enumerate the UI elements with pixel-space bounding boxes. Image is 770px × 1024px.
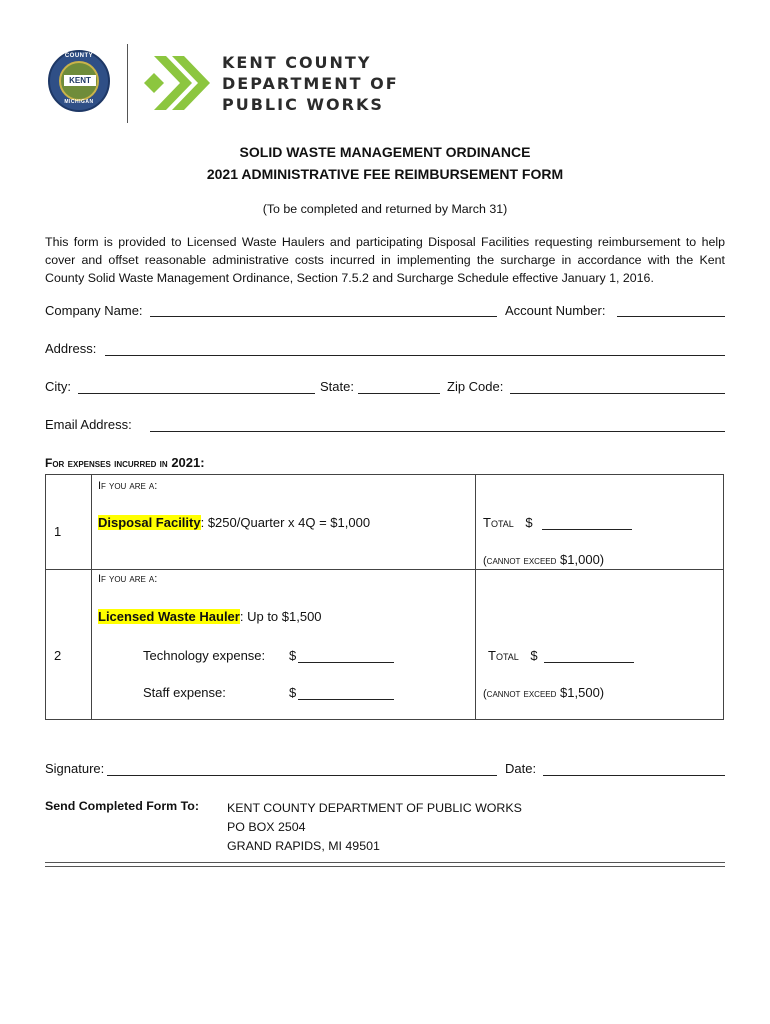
- licensed-waste-hauler-detail: : Up to $1,500: [239, 609, 322, 624]
- org-line-2: DEPARTMENT OF: [222, 74, 399, 93]
- row-2-total: [488, 648, 538, 663]
- row-2-total-label: Total: [488, 648, 519, 663]
- row-2-type: [98, 609, 322, 624]
- staff-expense-label: Staff expense:: [143, 685, 226, 700]
- date-field[interactable]: [543, 775, 725, 776]
- row-1-total-label: Total: [483, 515, 514, 530]
- form-title-line-1: SOLID WASTE MANAGEMENT ORDINANCE: [239, 144, 531, 160]
- staff-expense-field[interactable]: [298, 699, 394, 700]
- row-1-dollar: $: [525, 515, 533, 530]
- city-field[interactable]: [78, 393, 315, 394]
- technology-dollar: $: [289, 648, 297, 663]
- email-field[interactable]: [150, 431, 725, 432]
- send-to-label: Send Completed Form To:: [45, 799, 199, 813]
- row-1-total-field[interactable]: [542, 529, 632, 530]
- row-1-cap-label: (cannot exceed: [483, 555, 557, 567]
- city-label: City:: [45, 379, 71, 394]
- expenses-heading: [45, 455, 205, 470]
- row-2-cap-value: $1,500): [560, 685, 605, 700]
- row-1-cap: [483, 552, 604, 567]
- row-1-total: [483, 515, 533, 530]
- row-1-cap-value: $1,000): [560, 552, 605, 567]
- row-1-if-label: If you are a:: [98, 480, 158, 492]
- signature-field[interactable]: [107, 775, 497, 776]
- row-1-number: 1: [54, 524, 62, 539]
- technology-expense-field[interactable]: [298, 662, 394, 663]
- technology-expense-label: Technology expense:: [143, 648, 266, 663]
- org-line-1: KENT COUNTY: [222, 53, 372, 72]
- date-label: Date:: [505, 761, 537, 776]
- expenses-heading-year: 2021:: [171, 455, 205, 470]
- state-label: State:: [320, 379, 354, 394]
- disposal-facility-label: Disposal Facility: [98, 515, 201, 530]
- row-2-cap-label: (cannot exceed: [483, 688, 557, 700]
- address-field[interactable]: [105, 355, 725, 356]
- table-divider: [475, 475, 476, 719]
- send-to-address: [227, 799, 522, 856]
- signature-label: Signature:: [45, 761, 105, 776]
- seal-inner: [59, 61, 99, 101]
- seal-bottom-text: MICHIGAN: [64, 99, 94, 105]
- form-subtitle: (To be completed and returned by March 31): [262, 202, 508, 216]
- chevron-logo-icon: [140, 50, 212, 116]
- row-2-number: 2: [54, 648, 62, 663]
- zip-label: Zip Code:: [447, 379, 504, 394]
- send-to-line-2: PO BOX 2504: [227, 820, 306, 834]
- staff-dollar: $: [289, 685, 297, 700]
- email-label: Email Address:: [45, 417, 132, 432]
- county-seal-logo: [48, 50, 110, 112]
- header-divider: [127, 44, 128, 123]
- account-number-label: Account Number:: [505, 303, 606, 318]
- expenses-table: [45, 474, 724, 720]
- table-divider: [46, 569, 723, 570]
- zip-field[interactable]: [510, 393, 725, 394]
- row-2-total-field[interactable]: [544, 662, 634, 663]
- send-to-line-3: GRAND RAPIDS, MI 49501: [227, 839, 380, 853]
- company-name-field[interactable]: [150, 316, 497, 317]
- expenses-heading-text: For expenses incurred in: [45, 456, 168, 470]
- table-divider: [91, 475, 92, 719]
- address-label: Address:: [45, 341, 97, 356]
- disposal-facility-detail: : $250/Quarter x 4Q = $1,000: [200, 515, 371, 530]
- licensed-waste-hauler-label: Licensed Waste Hauler: [98, 609, 240, 624]
- state-field[interactable]: [358, 393, 440, 394]
- company-name-label: Company Name:: [45, 303, 143, 318]
- send-to-line-1: KENT COUNTY DEPARTMENT OF PUBLIC WORKS: [227, 801, 522, 815]
- row-2-cap: [483, 685, 604, 700]
- row-1-type: [98, 515, 370, 530]
- org-line-3: PUBLIC WORKS: [222, 95, 384, 114]
- seal-top-text: COUNTY: [64, 53, 94, 59]
- account-number-field[interactable]: [617, 316, 725, 317]
- footer-rule: [45, 862, 725, 867]
- org-name: [222, 52, 399, 115]
- intro-paragraph: This form is provided to Licensed Waste Haulers and participating Disposal Facilities requesting reimbursement to help cover and offset reasonable administrative costs incurred in implementing the surcharge in accordance with the Kent County Solid Waste Management Ordinance, Section 7.5.2 and Surcharge Schedule effective January 1, 2016.: [45, 235, 725, 285]
- row-2-dollar: $: [530, 648, 538, 663]
- form-title-line-2: 2021 ADMINISTRATIVE FEE REIMBURSEMENT FORM: [206, 166, 564, 182]
- row-2-if-label: If you are a:: [98, 573, 158, 585]
- seal-center-text: KENT: [64, 75, 96, 86]
